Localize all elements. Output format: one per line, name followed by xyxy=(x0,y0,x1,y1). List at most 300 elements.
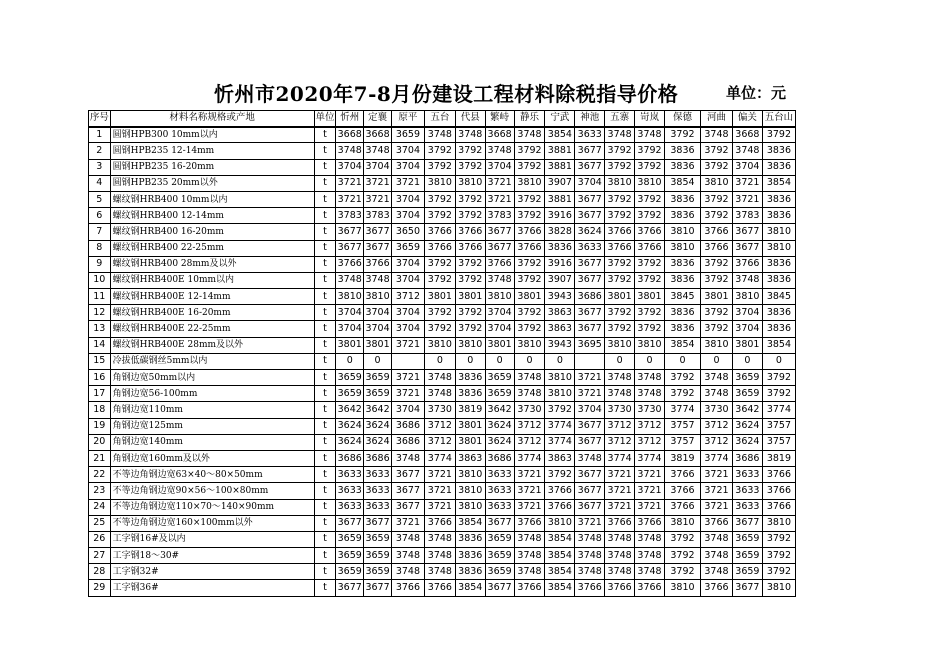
unit-cell: t xyxy=(314,337,336,353)
price-cell: 3677 xyxy=(732,580,762,596)
price-cell: 3792 xyxy=(664,548,700,564)
price-cell: 3686 xyxy=(391,434,424,450)
table-row xyxy=(89,256,796,272)
price-cell: 3836 xyxy=(455,370,485,386)
material-name-cell: 螺纹钢HRB400 16-20mm xyxy=(110,224,314,240)
unit-cell: t xyxy=(314,467,336,483)
price-cell: 3836 xyxy=(762,208,795,224)
header-cell: 偏关 xyxy=(732,111,762,127)
price-cell: 3633 xyxy=(364,483,392,499)
price-cell: 3748 xyxy=(514,370,545,386)
table-row xyxy=(89,159,796,175)
price-cell: 3792 xyxy=(635,159,665,175)
header-cell: 静乐 xyxy=(514,111,545,127)
price-cell xyxy=(575,353,605,369)
table-body xyxy=(89,127,796,596)
material-name-cell: 角钢边宽50mm以内 xyxy=(110,370,314,386)
price-cell: 3792 xyxy=(424,321,455,337)
row-number-cell: 19 xyxy=(89,418,111,434)
price-cell: 3748 xyxy=(364,143,392,159)
price-cell: 3677 xyxy=(336,580,364,596)
price-cell: 3916 xyxy=(545,256,575,272)
price-cell: 3801 xyxy=(364,337,392,353)
price-cell: 3792 xyxy=(664,370,700,386)
price-cell: 3783 xyxy=(336,208,364,224)
price-cell: 3748 xyxy=(701,548,733,564)
price-cell: 3730 xyxy=(605,402,635,418)
price-cell: 0 xyxy=(635,353,665,369)
price-cell: 3801 xyxy=(605,289,635,305)
price-cell: 3854 xyxy=(545,531,575,547)
price-cell: 3633 xyxy=(485,467,514,483)
price-cell: 3721 xyxy=(605,483,635,499)
price-cell: 3624 xyxy=(732,418,762,434)
price-cell: 3836 xyxy=(762,305,795,321)
table-row xyxy=(89,353,796,369)
price-cell: 0 xyxy=(605,353,635,369)
price-cell: 3721 xyxy=(424,483,455,499)
price-cell: 3792 xyxy=(635,305,665,321)
table-row xyxy=(89,127,796,143)
material-name-cell: 不等边角钢边宽63×40～80×50mm xyxy=(110,467,314,483)
material-name-cell: 工字钢32# xyxy=(110,564,314,580)
price-cell: 3801 xyxy=(732,337,762,353)
price-cell xyxy=(391,353,424,369)
price-cell: 3650 xyxy=(391,224,424,240)
price-cell: 3783 xyxy=(732,208,762,224)
price-cell: 0 xyxy=(455,353,485,369)
table-row xyxy=(89,191,796,207)
price-cell: 3748 xyxy=(635,127,665,143)
price-cell: 3810 xyxy=(605,337,635,353)
price-cell: 3730 xyxy=(635,402,665,418)
row-number-cell: 23 xyxy=(89,483,111,499)
price-cell: 3677 xyxy=(391,467,424,483)
material-name-cell: 圆钢HPB300 10mm以内 xyxy=(110,127,314,143)
price-cell: 3792 xyxy=(762,531,795,547)
price-cell: 3704 xyxy=(391,143,424,159)
price-cell: 3730 xyxy=(514,402,545,418)
row-number-cell: 6 xyxy=(89,208,111,224)
price-cell: 3686 xyxy=(732,450,762,466)
price-cell: 3810 xyxy=(545,386,575,402)
price-cell: 3677 xyxy=(336,240,364,256)
price-cell: 3774 xyxy=(605,450,635,466)
price-cell: 3810 xyxy=(701,175,733,191)
price-cell: 3766 xyxy=(762,483,795,499)
material-name-cell: 角钢边宽140mm xyxy=(110,434,314,450)
price-cell: 3845 xyxy=(762,289,795,305)
price-cell: 3792 xyxy=(605,208,635,224)
price-cell: 3810 xyxy=(701,337,733,353)
price-cell: 3712 xyxy=(701,434,733,450)
price-cell: 3668 xyxy=(336,127,364,143)
unit-cell: t xyxy=(314,418,336,434)
price-cell: 3810 xyxy=(762,224,795,240)
price-cell: 3704 xyxy=(391,256,424,272)
price-cell: 3766 xyxy=(635,515,665,531)
price-cell: 3757 xyxy=(664,418,700,434)
price-cell: 3677 xyxy=(336,224,364,240)
price-cell: 3748 xyxy=(391,548,424,564)
price-cell: 3677 xyxy=(485,580,514,596)
price-cell: 3704 xyxy=(391,402,424,418)
material-name-cell: 角钢边宽110mm xyxy=(110,402,314,418)
price-cell: 3677 xyxy=(336,515,364,531)
price-cell: 3721 xyxy=(391,386,424,402)
price-cell: 3748 xyxy=(424,531,455,547)
price-cell: 3677 xyxy=(575,272,605,288)
material-name-cell: 螺纹钢HRB400E 12-14mm xyxy=(110,289,314,305)
unit-cell: t xyxy=(314,499,336,515)
price-cell: 3633 xyxy=(575,240,605,256)
price-cell: 3810 xyxy=(762,580,795,596)
price-cell: 3810 xyxy=(336,289,364,305)
price-cell: 3810 xyxy=(762,515,795,531)
table-row xyxy=(89,224,796,240)
material-name-cell: 螺纹钢HRB400E 10mm以内 xyxy=(110,272,314,288)
price-cell: 3686 xyxy=(575,289,605,305)
price-cell: 3801 xyxy=(424,289,455,305)
price-cell: 3766 xyxy=(514,240,545,256)
price-cell: 3836 xyxy=(455,548,485,564)
price-cell: 3748 xyxy=(605,386,635,402)
price-cell: 0 xyxy=(424,353,455,369)
unit-cell: t xyxy=(314,580,336,596)
price-cell: 3624 xyxy=(364,418,392,434)
table-row xyxy=(89,531,796,547)
price-cell: 3810 xyxy=(514,337,545,353)
header-cell: 代县 xyxy=(455,111,485,127)
price-cell: 3677 xyxy=(575,434,605,450)
price-cell: 3704 xyxy=(391,208,424,224)
price-cell: 3677 xyxy=(575,208,605,224)
price-cell: 3766 xyxy=(514,224,545,240)
price-cell: 3712 xyxy=(514,434,545,450)
price-cell: 3836 xyxy=(664,256,700,272)
price-cell: 3792 xyxy=(545,467,575,483)
price-cell: 3712 xyxy=(635,434,665,450)
price-cell: 3792 xyxy=(424,159,455,175)
price-cell: 3677 xyxy=(364,580,392,596)
price-cell: 3748 xyxy=(424,548,455,564)
price-cell: 3721 xyxy=(605,467,635,483)
price-cell: 3704 xyxy=(732,321,762,337)
table-row xyxy=(89,175,796,191)
price-cell: 3704 xyxy=(364,305,392,321)
row-number-cell: 13 xyxy=(89,321,111,337)
price-cell: 3819 xyxy=(455,402,485,418)
price-cell: 3819 xyxy=(762,450,795,466)
price-cell: 3721 xyxy=(514,483,545,499)
unit-cell: t xyxy=(314,434,336,450)
row-number-cell: 12 xyxy=(89,305,111,321)
price-cell: 3792 xyxy=(635,256,665,272)
price-cell: 3748 xyxy=(391,531,424,547)
price-cell: 3801 xyxy=(514,289,545,305)
table-row xyxy=(89,548,796,564)
price-cell: 3836 xyxy=(455,531,485,547)
price-cell: 3792 xyxy=(605,272,635,288)
price-cell: 3792 xyxy=(514,191,545,207)
price-cell: 3792 xyxy=(455,159,485,175)
price-cell: 3677 xyxy=(364,224,392,240)
price-cell: 3836 xyxy=(664,321,700,337)
price-cell: 3721 xyxy=(732,191,762,207)
price-cell: 3766 xyxy=(605,515,635,531)
unit-cell: t xyxy=(314,191,336,207)
price-cell: 3704 xyxy=(336,159,364,175)
table-row xyxy=(89,499,796,515)
price-cell: 3748 xyxy=(635,386,665,402)
price-cell: 3659 xyxy=(336,370,364,386)
price-cell: 3677 xyxy=(575,483,605,499)
material-name-cell: 螺纹钢HRB400E 22-25mm xyxy=(110,321,314,337)
price-cell: 3943 xyxy=(545,289,575,305)
price-cell: 3721 xyxy=(701,483,733,499)
price-cell: 3633 xyxy=(485,483,514,499)
price-cell: 3810 xyxy=(732,289,762,305)
row-number-cell: 18 xyxy=(89,402,111,418)
table-row xyxy=(89,337,796,353)
price-cell: 3836 xyxy=(664,143,700,159)
price-cell: 3766 xyxy=(664,483,700,499)
header-row xyxy=(89,111,796,127)
price-cell: 3748 xyxy=(605,564,635,580)
material-name-cell: 螺纹钢HRB400E 28mm及以外 xyxy=(110,337,314,353)
header-cell: 神池 xyxy=(575,111,605,127)
price-cell: 3721 xyxy=(391,337,424,353)
price-cell: 3721 xyxy=(364,191,392,207)
price-cell: 3836 xyxy=(664,208,700,224)
price-table xyxy=(88,110,796,597)
price-cell: 3712 xyxy=(424,418,455,434)
price-cell: 3792 xyxy=(664,127,700,143)
price-cell: 3677 xyxy=(364,240,392,256)
price-cell: 3659 xyxy=(336,564,364,580)
price-cell: 3748 xyxy=(485,143,514,159)
price-cell: 3836 xyxy=(762,191,795,207)
price-cell: 3748 xyxy=(701,127,733,143)
price-cell: 3766 xyxy=(514,580,545,596)
price-cell: 3801 xyxy=(455,289,485,305)
unit-cell: t xyxy=(314,402,336,418)
table-row xyxy=(89,434,796,450)
price-cell: 3721 xyxy=(364,175,392,191)
price-cell: 3730 xyxy=(424,402,455,418)
price-cell: 3766 xyxy=(635,224,665,240)
price-cell: 3712 xyxy=(701,418,733,434)
price-cell: 3659 xyxy=(336,548,364,564)
unit-cell: t xyxy=(314,240,336,256)
price-cell: 3659 xyxy=(485,531,514,547)
price-cell: 3792 xyxy=(455,143,485,159)
price-cell: 3704 xyxy=(391,321,424,337)
price-cell: 3766 xyxy=(545,483,575,499)
price-cell: 3836 xyxy=(664,159,700,175)
header-cell: 岢岚 xyxy=(635,111,665,127)
title-bar xyxy=(0,78,950,108)
price-cell: 3677 xyxy=(575,418,605,434)
price-cell: 3766 xyxy=(514,515,545,531)
row-number-cell: 7 xyxy=(89,224,111,240)
material-name-cell: 螺纹钢HRB400 28mm及以外 xyxy=(110,256,314,272)
unit-cell: t xyxy=(314,564,336,580)
price-cell: 3748 xyxy=(605,127,635,143)
header-cell: 繁峙 xyxy=(485,111,514,127)
price-cell: 3774 xyxy=(635,450,665,466)
price-cell: 3792 xyxy=(455,191,485,207)
table-row xyxy=(89,386,796,402)
price-cell: 3774 xyxy=(514,450,545,466)
price-cell: 3792 xyxy=(455,321,485,337)
price-cell: 3810 xyxy=(424,337,455,353)
price-cell: 3792 xyxy=(635,143,665,159)
price-cell: 3810 xyxy=(485,289,514,305)
price-cell: 3792 xyxy=(424,256,455,272)
price-cell: 3677 xyxy=(575,191,605,207)
price-cell: 3633 xyxy=(732,499,762,515)
price-cell: 3748 xyxy=(336,272,364,288)
price-cell: 3721 xyxy=(391,175,424,191)
material-name-cell: 不等边角钢边宽110×70～140×90mm xyxy=(110,499,314,515)
price-cell: 3704 xyxy=(391,305,424,321)
price-cell: 3792 xyxy=(605,143,635,159)
table-row xyxy=(89,483,796,499)
header-cell: 单位 xyxy=(314,111,336,127)
price-cell: 3943 xyxy=(545,337,575,353)
price-cell: 3677 xyxy=(391,499,424,515)
price-cell: 3766 xyxy=(701,224,733,240)
price-cell: 3712 xyxy=(391,289,424,305)
table-row xyxy=(89,240,796,256)
price-cell: 3704 xyxy=(485,159,514,175)
price-cell: 3766 xyxy=(455,224,485,240)
table-row xyxy=(89,515,796,531)
price-cell: 3792 xyxy=(514,208,545,224)
header-cell: 五寨 xyxy=(605,111,635,127)
price-cell: 3792 xyxy=(701,208,733,224)
unit-cell: t xyxy=(314,483,336,499)
header-cell: 河曲 xyxy=(701,111,733,127)
row-number-cell: 29 xyxy=(89,580,111,596)
unit-cell: t xyxy=(314,321,336,337)
price-cell: 3810 xyxy=(635,337,665,353)
row-number-cell: 28 xyxy=(89,564,111,580)
price-cell: 3748 xyxy=(605,548,635,564)
price-cell: 3712 xyxy=(514,418,545,434)
price-cell: 3810 xyxy=(545,370,575,386)
price-cell: 3677 xyxy=(732,240,762,256)
table-row xyxy=(89,450,796,466)
price-cell: 3668 xyxy=(485,127,514,143)
price-cell: 3774 xyxy=(664,402,700,418)
price-cell: 3748 xyxy=(514,531,545,547)
price-cell: 3721 xyxy=(605,499,635,515)
price-cell: 3721 xyxy=(391,515,424,531)
price-cell: 3836 xyxy=(664,191,700,207)
price-cell: 3721 xyxy=(336,191,364,207)
price-cell: 3766 xyxy=(664,499,700,515)
material-name-cell: 角钢边宽56-100mm xyxy=(110,386,314,402)
price-cell: 3633 xyxy=(732,467,762,483)
price-cell: 3748 xyxy=(514,548,545,564)
price-cell: 3659 xyxy=(391,240,424,256)
price-cell: 3792 xyxy=(605,305,635,321)
price-cell: 0 xyxy=(545,353,575,369)
header-cell: 五台 xyxy=(424,111,455,127)
price-cell: 3916 xyxy=(545,208,575,224)
price-cell: 3677 xyxy=(575,256,605,272)
price-cell: 3766 xyxy=(364,256,392,272)
price-cell: 3810 xyxy=(455,337,485,353)
price-cell: 3748 xyxy=(575,450,605,466)
price-cell: 3633 xyxy=(336,483,364,499)
material-name-cell: 工字钢36# xyxy=(110,580,314,596)
price-cell: 3766 xyxy=(762,499,795,515)
price-cell: 3766 xyxy=(605,224,635,240)
row-number-cell: 5 xyxy=(89,191,111,207)
price-cell: 3766 xyxy=(701,240,733,256)
price-cell: 3748 xyxy=(424,386,455,402)
price-cell: 3633 xyxy=(364,499,392,515)
price-cell: 3704 xyxy=(732,305,762,321)
price-cell: 3633 xyxy=(732,483,762,499)
price-cell: 3748 xyxy=(635,548,665,564)
price-cell: 3686 xyxy=(391,418,424,434)
price-cell: 3748 xyxy=(635,370,665,386)
price-cell: 3828 xyxy=(545,224,575,240)
price-cell: 3704 xyxy=(364,321,392,337)
price-cell: 3801 xyxy=(485,337,514,353)
price-cell: 3766 xyxy=(732,256,762,272)
material-name-cell: 工字钢18～30# xyxy=(110,548,314,564)
price-cell: 3810 xyxy=(364,289,392,305)
header-cell: 序号 xyxy=(89,111,111,127)
material-name-cell: 角钢边宽160mm及以外 xyxy=(110,450,314,466)
price-cell: 3836 xyxy=(762,143,795,159)
price-cell: 3721 xyxy=(424,467,455,483)
price-cell: 3721 xyxy=(391,370,424,386)
price-cell: 3659 xyxy=(732,370,762,386)
price-cell: 3792 xyxy=(635,191,665,207)
price-cell: 3748 xyxy=(455,127,485,143)
price-cell: 3677 xyxy=(485,224,514,240)
unit-cell: t xyxy=(314,548,336,564)
price-cell: 3792 xyxy=(762,386,795,402)
price-cell: 3792 xyxy=(455,208,485,224)
table-row xyxy=(89,289,796,305)
table-row xyxy=(89,418,796,434)
price-cell: 3668 xyxy=(364,127,392,143)
price-cell: 3792 xyxy=(424,208,455,224)
price-cell: 3774 xyxy=(545,418,575,434)
price-cell: 3836 xyxy=(455,386,485,402)
price-cell: 3704 xyxy=(391,272,424,288)
material-name-cell: 螺纹钢HRB400 22-25mm xyxy=(110,240,314,256)
price-cell: 3721 xyxy=(701,499,733,515)
price-cell: 3659 xyxy=(364,531,392,547)
row-number-cell: 21 xyxy=(89,450,111,466)
table-row xyxy=(89,143,796,159)
price-cell: 3810 xyxy=(664,580,700,596)
price-cell: 3721 xyxy=(732,175,762,191)
price-cell: 3801 xyxy=(635,289,665,305)
price-cell: 3792 xyxy=(455,272,485,288)
price-cell: 3792 xyxy=(455,256,485,272)
material-name-cell: 角钢边宽125mm xyxy=(110,418,314,434)
table-row xyxy=(89,208,796,224)
